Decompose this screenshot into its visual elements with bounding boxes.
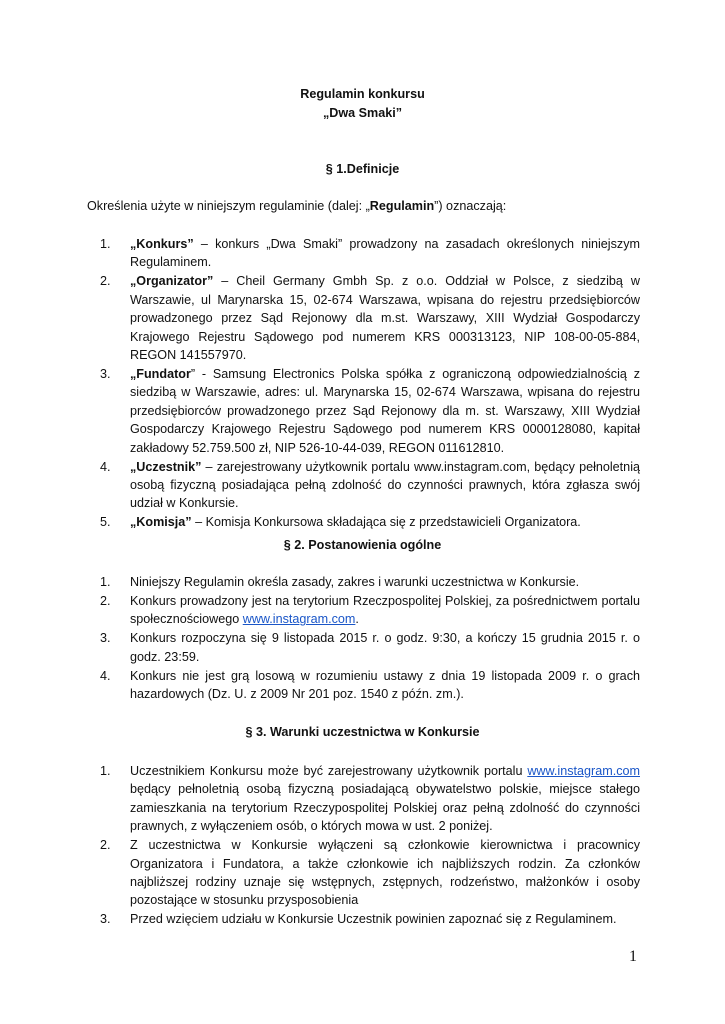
provision-text: Konkurs prowadzony jest na terytorium Rzeczpospolitej Polskiej, za pośrednictwem portalu społecznościowego bbox=[130, 594, 640, 627]
participation-conditions-list bbox=[100, 762, 640, 929]
intro-text-before: Określenia użyte w niniejszym regulaminie (dalej: „ bbox=[87, 199, 370, 213]
condition-text: Uczestnikiem Konkursu może być zarejestrowany użytkownik portalu bbox=[130, 764, 528, 778]
definition-item bbox=[100, 272, 640, 364]
item-number: 1. bbox=[100, 764, 111, 778]
document-subtitle: „Dwa Smaki” bbox=[322, 106, 403, 120]
item-number: 2. bbox=[100, 838, 111, 853]
definition-text: – Cheil Germany Gmbh Sp. z o.o. Oddział w Polsce, z siedzibą w Warszawie, ul Marynarska 15, 02-674 Warszawa, wpisana do rejestru przedsiębiorców prowadzonego przez Sąd Rejonowy dla m.st. Warszawy, XIII Wydział Gospodarczy Krajowego Rejestru Sądowego pod numerem KRS 000313123, NIP 108-00-05-884, REGON 141557970. bbox=[130, 274, 640, 363]
item-number: 2. bbox=[100, 594, 111, 608]
definition-item bbox=[100, 513, 640, 531]
item-number: 4. bbox=[100, 459, 111, 474]
item-number: 3. bbox=[100, 912, 111, 927]
item-number: 3. bbox=[100, 367, 111, 382]
provision-text-end: . bbox=[355, 612, 359, 627]
definition-text: – zarejestrowany użytkownik portalu www.instagram.com, będący pełnoletnią osobą fizyczną posiadająca pełną zdolność do czynności prawnych, która zgłasza swój udział w Konkursie. bbox=[130, 459, 640, 511]
item-number: 4. bbox=[100, 668, 111, 683]
definition-term: „Uczestnik” bbox=[130, 459, 202, 474]
item-number: 1. bbox=[100, 237, 111, 251]
item-number: 2. bbox=[100, 274, 111, 289]
general-provisions-list bbox=[100, 573, 640, 704]
document-title: Regulamin konkursu bbox=[300, 87, 425, 101]
section-3-heading: § 3. Warunki uczestnictwa w Konkursie bbox=[245, 725, 480, 739]
section-1-heading: § 1.Definicje bbox=[325, 162, 400, 176]
definition-term: „Organizator” bbox=[130, 274, 214, 289]
condition-text-end: będący pełnoletnią osobą fizyczną posiadającą obywatelstwo polskie, miejsce stałego zamieszkania na terytorium Rzeczypospolitej Polskiej oraz pełną zdolność do czynności prawnych, z wyłączeniem osób, o których mowa w ust. 2 poniżej. bbox=[130, 782, 640, 834]
definition-term: „Komisja” bbox=[130, 515, 192, 530]
provision-item bbox=[100, 629, 640, 666]
condition-item bbox=[100, 836, 640, 910]
page-number: 1 bbox=[629, 948, 637, 965]
definition-item bbox=[100, 365, 640, 457]
definitions-list bbox=[100, 235, 640, 532]
definition-term: „Konkurs” bbox=[130, 237, 194, 251]
section-2-heading: § 2. Postanowienia ogólne bbox=[283, 538, 442, 552]
provision-text: Konkurs rozpoczyna się 9 listopada 2015 r. o godz. 9:30, a kończy 15 grudnia 2015 r. o godz. 23:59. bbox=[130, 631, 640, 664]
instagram-link[interactable]: www.instagram.com bbox=[242, 612, 356, 627]
section-1-intro bbox=[87, 199, 506, 213]
item-number: 3. bbox=[100, 631, 111, 646]
provision-item bbox=[100, 573, 640, 591]
definition-term: „Fundator bbox=[130, 367, 191, 382]
provision-text: Niniejszy Regulamin określa zasady, zakres i warunki uczestnictwa w Konkursie. bbox=[130, 575, 580, 589]
definition-text: – Komisja Konkursowa składająca się z przedstawicieli Organizatora. bbox=[191, 515, 581, 530]
item-number: 5. bbox=[100, 515, 111, 530]
definition-text: – konkurs „Dwa Smaki” prowadzony na zasadach określonych niniejszym Regulaminem. bbox=[130, 237, 640, 270]
item-number: 1. bbox=[100, 575, 111, 589]
condition-text: Z uczestnictwa w Konkursie wyłączeni są członkowie kierownictwa i pracownicy Organizatora i Fundatora, a także członkowie ich najbliższych rodzin. Za członków najbliższej rodziny uznaje się wstępnych, zstępnych, rodzeństwo, małżonków i osoby pozostające w stosunku przysposobienia bbox=[130, 838, 640, 908]
condition-item bbox=[100, 910, 640, 928]
provision-text: Konkurs nie jest grą losową w rozumieniu ustawy z dnia 19 listopada 2009 r. o grach hazardowych (Dz. U. z 2009 Nr 201 poz. 1540 z późn. zm.). bbox=[130, 668, 640, 702]
definition-item bbox=[100, 458, 640, 513]
definition-text: ” - Samsung Electronics Polska spółka z ograniczoną odpowiedzialnością z siedzibą w Warszawie, adres: ul. Marynarska 15, 02-674 Warszawa, wpisana do rejestru przedsiębiorców prowadzonego przez Sąd Rejonowy dla m. st. Warszawy, XIII Wydział Gospodarczy Krajowego Rejestru Sądowego pod numerem KRS 0000128080, kapitał zakładowy 52.759.500 zł, NIP 526-10-44-039, REGON 011612810. bbox=[130, 367, 640, 455]
provision-item bbox=[100, 592, 640, 629]
condition-text: Przed wzięciem udziału w Konkursie Uczestnik powinien zapoznać się z Regulaminem. bbox=[130, 912, 617, 927]
instagram-link[interactable]: www.instagram.com bbox=[527, 764, 640, 778]
condition-item bbox=[100, 762, 640, 836]
definition-item bbox=[100, 235, 640, 272]
intro-text-after: ”) oznaczają: bbox=[434, 199, 507, 213]
intro-bold-term: Regulamin bbox=[369, 199, 435, 213]
provision-item bbox=[100, 667, 640, 704]
